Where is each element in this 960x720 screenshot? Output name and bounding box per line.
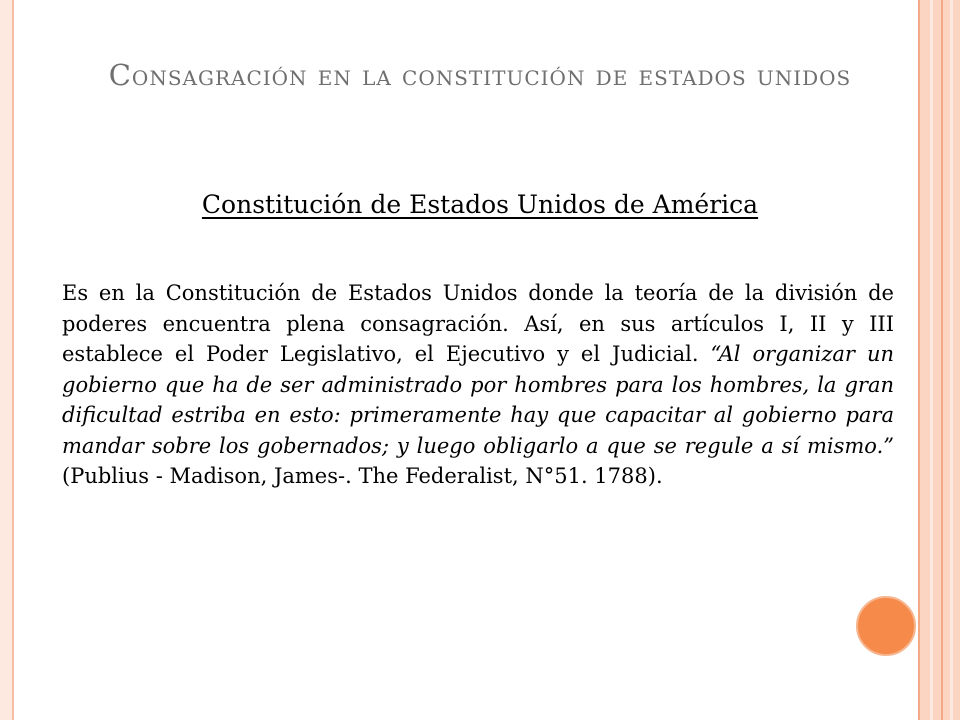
left-frame-border — [0, 0, 14, 720]
right-frame-line — [941, 0, 943, 720]
body-intro: Es en la Constitución de Estados Unidos donde la teoría de la división de poderes encuentra plena consagración. Así, en sus artículos I, II y III establece el Poder Legislativo, el Ejecutivo y el Judicial. — [62, 281, 894, 366]
right-frame-line — [930, 0, 933, 720]
body-citation: (Publius - Madison, James-. The Federalist, N°51. 1788). — [62, 464, 663, 488]
orange-circle-decoration — [856, 596, 916, 656]
body-paragraph — [62, 278, 894, 492]
slide-title: Consagración en la constitución de estados unidos — [108, 58, 852, 92]
right-frame-line — [950, 0, 953, 720]
right-frame-band — [918, 0, 960, 720]
slide-subtitle: Constitución de Estados Unidos de América — [201, 190, 759, 219]
right-frame-line — [918, 0, 920, 720]
body-quote: “Al organizar un gobierno que ha de ser administrado por hombres para los hombres, la gran dificultad estriba en esto: primeramente hay que capacitar al gobierno para mandar sobre los gobernados; y luego obligarlo a que se regule a sí mismo.” — [62, 342, 894, 458]
